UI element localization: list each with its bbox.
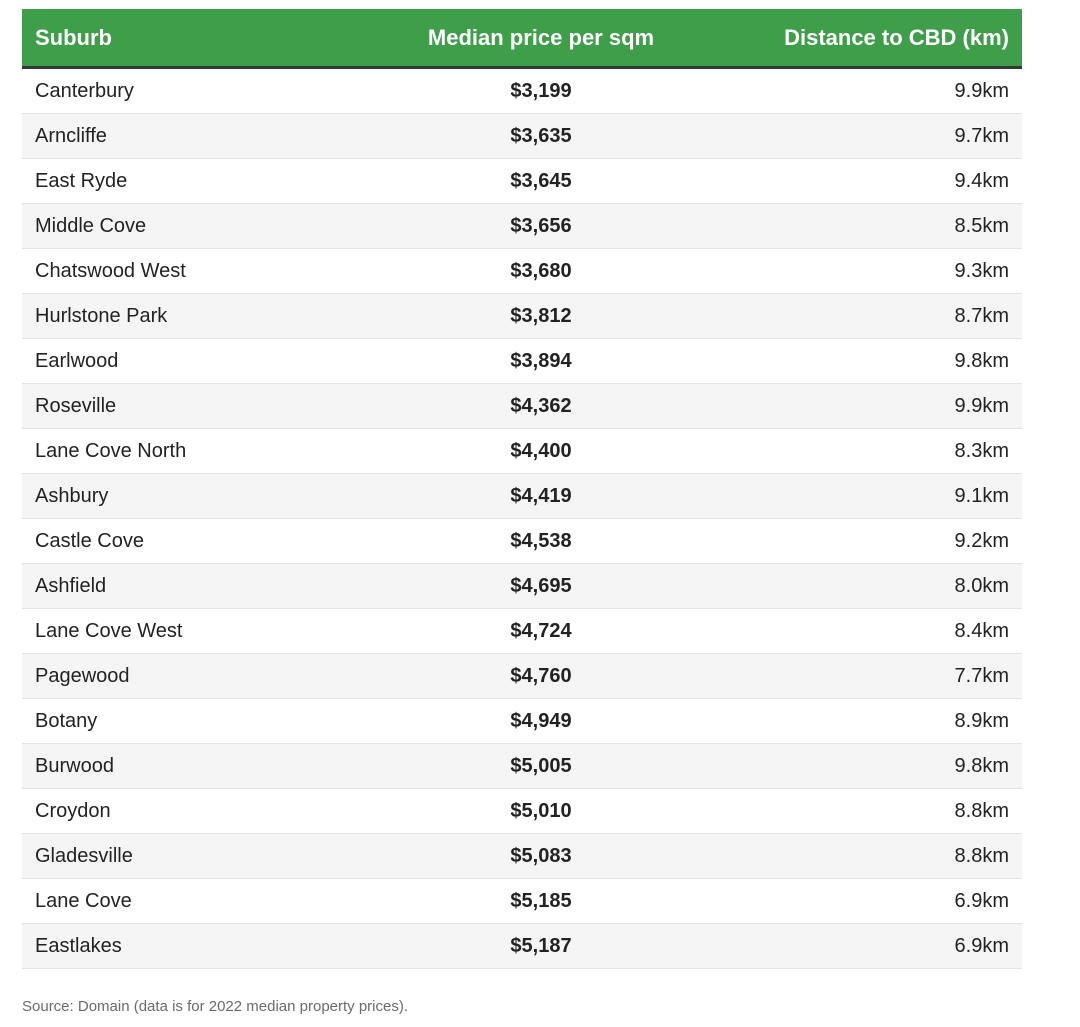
cell-distance: 6.9km <box>730 924 1022 969</box>
cell-suburb: Botany <box>22 699 352 744</box>
cell-suburb: Castle Cove <box>22 519 352 564</box>
header-suburb: Suburb <box>22 9 352 68</box>
cell-median-price: $5,185 <box>352 879 730 924</box>
cell-distance: 7.7km <box>730 654 1022 699</box>
cell-distance: 9.8km <box>730 339 1022 384</box>
table-row <box>22 834 1022 879</box>
table-row <box>22 564 1022 609</box>
table-row <box>22 384 1022 429</box>
table-row <box>22 699 1022 744</box>
cell-distance: 8.5km <box>730 204 1022 249</box>
cell-suburb: Hurlstone Park <box>22 294 352 339</box>
cell-suburb: Earlwood <box>22 339 352 384</box>
cell-distance: 9.9km <box>730 68 1022 114</box>
table-row <box>22 339 1022 384</box>
cell-median-price: $5,010 <box>352 789 730 834</box>
header-distance: Distance to CBD (km) <box>730 9 1022 68</box>
table-row <box>22 249 1022 294</box>
cell-median-price: $4,724 <box>352 609 730 654</box>
cell-suburb: Burwood <box>22 744 352 789</box>
cell-suburb: Eastlakes <box>22 924 352 969</box>
data-table-container <box>22 9 1022 969</box>
cell-suburb: Arncliffe <box>22 114 352 159</box>
cell-suburb: Middle Cove <box>22 204 352 249</box>
table-row <box>22 68 1022 114</box>
cell-median-price: $3,680 <box>352 249 730 294</box>
table-row <box>22 159 1022 204</box>
table-row <box>22 879 1022 924</box>
cell-distance: 6.9km <box>730 879 1022 924</box>
cell-median-price: $3,199 <box>352 68 730 114</box>
table-row <box>22 789 1022 834</box>
cell-distance: 9.1km <box>730 474 1022 519</box>
cell-median-price: $3,656 <box>352 204 730 249</box>
table-body <box>22 68 1022 969</box>
cell-suburb: Lane Cove <box>22 879 352 924</box>
cell-distance: 8.4km <box>730 609 1022 654</box>
table-row <box>22 924 1022 969</box>
cell-distance: 8.0km <box>730 564 1022 609</box>
table-row <box>22 744 1022 789</box>
cell-median-price: $4,760 <box>352 654 730 699</box>
cell-median-price: $5,083 <box>352 834 730 879</box>
cell-median-price: $4,695 <box>352 564 730 609</box>
table-row <box>22 294 1022 339</box>
cell-median-price: $5,187 <box>352 924 730 969</box>
cell-median-price: $3,635 <box>352 114 730 159</box>
cell-distance: 8.7km <box>730 294 1022 339</box>
cell-median-price: $4,419 <box>352 474 730 519</box>
cell-distance: 9.8km <box>730 744 1022 789</box>
cell-distance: 9.2km <box>730 519 1022 564</box>
header-median-price: Median price per sqm <box>352 9 730 68</box>
cell-suburb: Lane Cove North <box>22 429 352 474</box>
cell-median-price: $4,949 <box>352 699 730 744</box>
cell-suburb: Canterbury <box>22 68 352 114</box>
cell-distance: 8.8km <box>730 834 1022 879</box>
cell-median-price: $3,812 <box>352 294 730 339</box>
cell-suburb: Gladesville <box>22 834 352 879</box>
cell-suburb: East Ryde <box>22 159 352 204</box>
table-row <box>22 474 1022 519</box>
cell-distance: 9.7km <box>730 114 1022 159</box>
cell-distance: 8.9km <box>730 699 1022 744</box>
cell-suburb: Chatswood West <box>22 249 352 294</box>
cell-suburb: Lane Cove West <box>22 609 352 654</box>
cell-suburb: Roseville <box>22 384 352 429</box>
header-row <box>22 9 1022 68</box>
cell-median-price: $5,005 <box>352 744 730 789</box>
table-row <box>22 204 1022 249</box>
cell-distance: 8.3km <box>730 429 1022 474</box>
suburb-price-table <box>22 9 1022 969</box>
cell-median-price: $4,362 <box>352 384 730 429</box>
cell-median-price: $3,645 <box>352 159 730 204</box>
cell-distance: 9.4km <box>730 159 1022 204</box>
table-header <box>22 9 1022 68</box>
table-row <box>22 114 1022 159</box>
cell-distance: 9.3km <box>730 249 1022 294</box>
cell-suburb: Pagewood <box>22 654 352 699</box>
cell-suburb: Croydon <box>22 789 352 834</box>
cell-suburb: Ashbury <box>22 474 352 519</box>
table-row <box>22 519 1022 564</box>
table-row <box>22 429 1022 474</box>
cell-suburb: Ashfield <box>22 564 352 609</box>
cell-median-price: $3,894 <box>352 339 730 384</box>
cell-distance: 8.8km <box>730 789 1022 834</box>
cell-median-price: $4,400 <box>352 429 730 474</box>
table-row <box>22 609 1022 654</box>
cell-median-price: $4,538 <box>352 519 730 564</box>
source-note: Source: Domain (data is for 2022 median property prices). <box>22 998 409 1015</box>
table-row <box>22 654 1022 699</box>
cell-distance: 9.9km <box>730 384 1022 429</box>
